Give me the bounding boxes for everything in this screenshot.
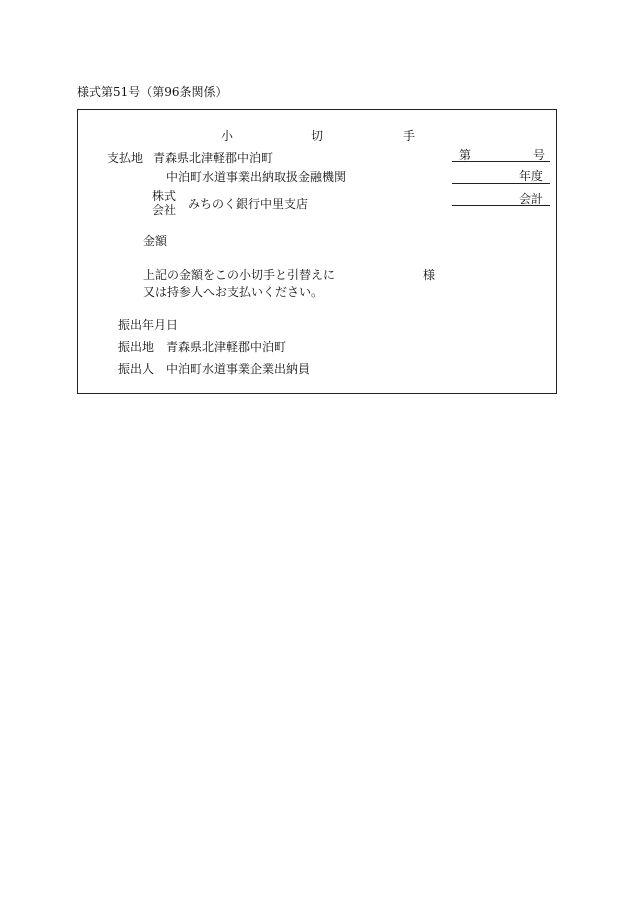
company-type-line1: 株式 <box>152 189 177 203</box>
number-suffix: 号 <box>533 148 546 162</box>
issue-date-label: 振出年月日 <box>118 318 179 332</box>
issue-place-value: 青森県北津軽郡中泊町 <box>166 340 287 354</box>
instruction-line2: 又は持参人へお支払いください。 <box>143 285 324 299</box>
fiscal-year-label: 年度 <box>519 169 544 183</box>
number-underline <box>452 161 550 162</box>
issuer-value: 中泊町水道事業企業出納員 <box>166 362 311 376</box>
issue-place-label: 振出地 <box>118 340 155 354</box>
instruction-line1: 上記の金額をこの小切手と引替えに <box>143 268 336 282</box>
bank-branch: みちのく銀行中里支店 <box>188 197 309 211</box>
fiscal-year-underline <box>452 183 550 184</box>
payment-place-value: 青森県北津軽郡中泊町 <box>153 151 274 165</box>
company-type <box>152 189 176 217</box>
title-char-cut: 切 <box>311 129 324 143</box>
issuer-label: 振出人 <box>118 362 155 376</box>
payment-place-label: 支払地 <box>107 151 144 165</box>
number-prefix: 第 <box>459 148 472 162</box>
form-number-label: 様式第51号（第96条関係） <box>77 85 228 99</box>
title-char-hand: 手 <box>403 129 416 143</box>
company-type-line2: 会社 <box>152 203 177 217</box>
account-underline <box>452 205 550 206</box>
instruction-honorific: 様 <box>423 268 436 282</box>
title-char-small: 小 <box>221 129 234 143</box>
institution-name: 中泊町水道事業出納取扱金融機関 <box>166 170 347 184</box>
account-label: 会計 <box>519 192 544 206</box>
amount-label: 金額 <box>143 234 168 248</box>
